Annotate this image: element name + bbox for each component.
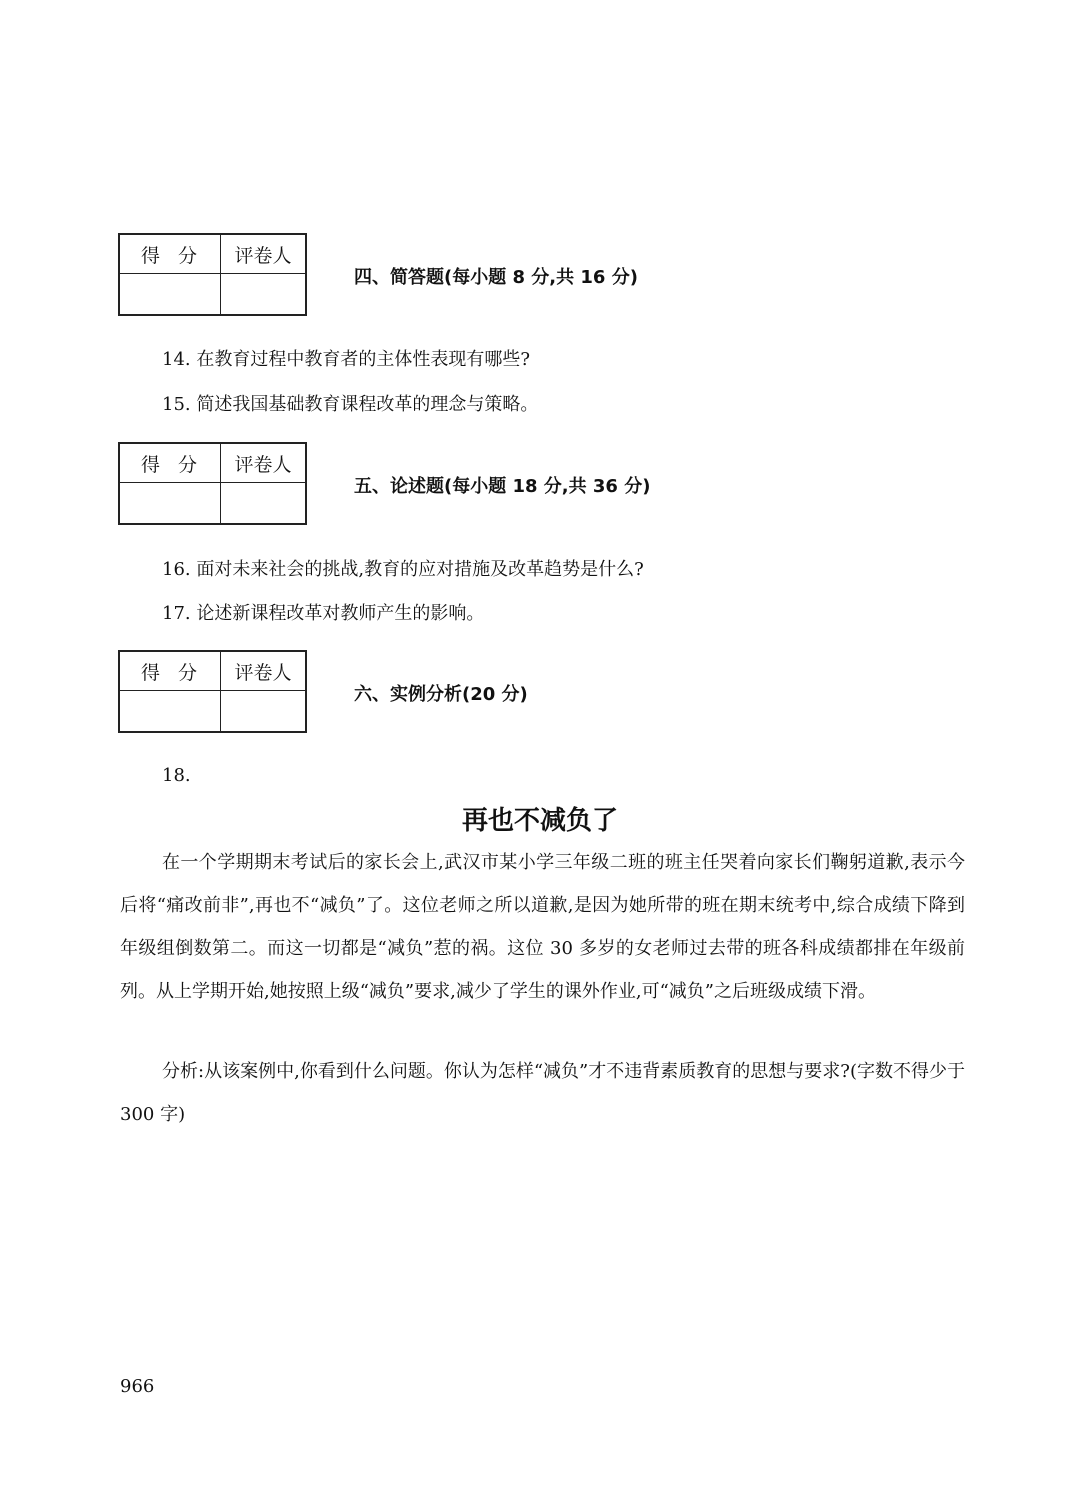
case-paragraph: 在一个学期期末考试后的家长会上,武汉市某小学三年级二班的班主任哭着向家长们鞠躬道歉,表示今后将“痛改前非”,再也不“减负”了。这位老师之所以道歉,是因为她所带的班在期末统考中,综合成绩下降到年级组倒数第二。而这一切都是“减负”惹的祸。这位 30 多岁的女老师过去带的班各科成绩都排在年级前列。从上学期开始,她按照上级“减负”要求,减少了学生的课外作业,可“减负”之后班级成绩下滑。 [120,852,965,1002]
question-16: 16. 面对未来社会的挑战,教育的应对措施及改革趋势是什么? [162,559,644,580]
grader-cell [221,691,307,733]
question-14: 14. 在教育过程中教育者的主体性表现有哪些? [162,349,530,370]
score-cell [119,274,221,316]
grader-label: 评卷人 [221,234,307,274]
page-number: 966 [120,1376,155,1397]
question-15: 15. 简述我国基础教育课程改革的理念与策略。 [162,394,539,415]
grader-cell [221,274,307,316]
score-table-section-6 [118,650,307,733]
score-cell [119,691,221,733]
grader-label: 评卷人 [221,443,307,483]
section-title-6: 六、实例分析(20 分) [354,684,528,705]
case-analysis: 分析:从该案例中,你看到什么问题。你认为怎样“减负”才不违背素质教育的思想与要求?(字数不得少于 300 字) [120,1061,965,1125]
section-title-5: 五、论述题(每小题 18 分,共 36 分) [354,476,651,497]
score-table-section-5 [118,442,307,525]
question-17: 17. 论述新课程改革对教师产生的影响。 [162,603,485,624]
grader-label: 评卷人 [221,651,307,691]
grader-cell [221,483,307,525]
score-label: 得分 [119,651,221,691]
score-cell [119,483,221,525]
score-label: 得分 [119,234,221,274]
score-label: 得分 [119,443,221,483]
question-18: 18. [162,765,191,786]
case-title: 再也不减负了 [461,806,618,836]
section-title-4: 四、简答题(每小题 8 分,共 16 分) [354,267,638,288]
score-table-section-4 [118,233,307,316]
